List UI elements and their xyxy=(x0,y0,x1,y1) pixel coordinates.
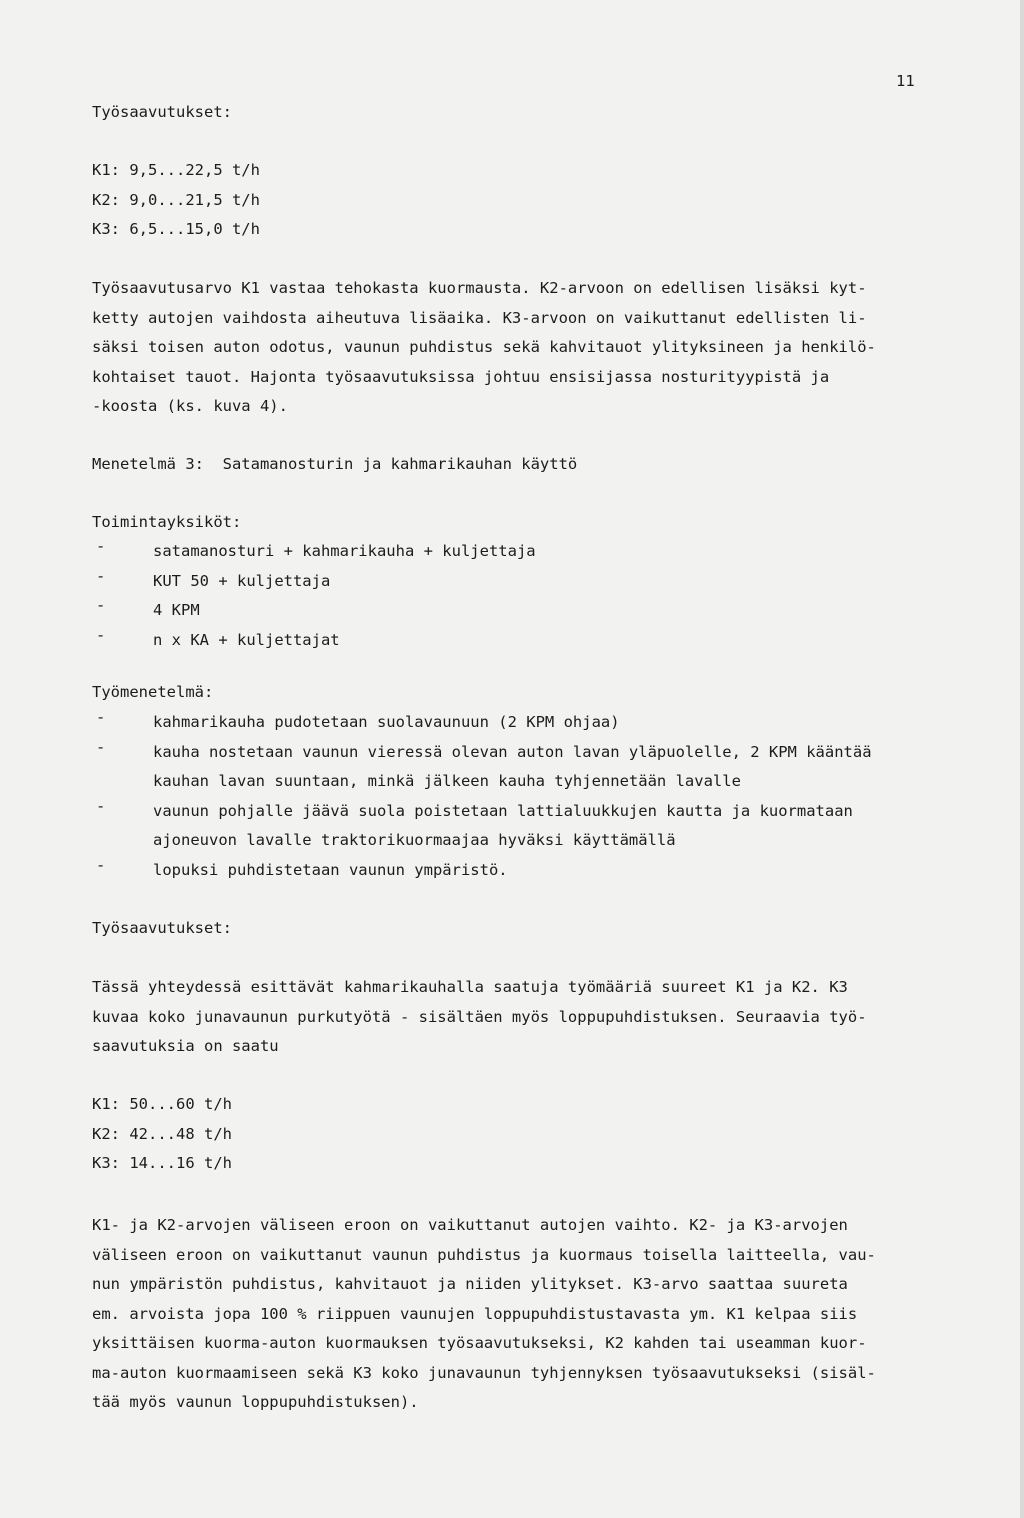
list-item xyxy=(92,797,922,856)
list-item xyxy=(92,626,922,656)
rate-k1: K1: 9,5...22,5 t/h xyxy=(92,161,260,179)
paragraph-line: Työsaavutusarvo K1 vastaa tehokasta kuormausta. K2-arvoon on edellisen lisäksi kyt- xyxy=(92,279,867,297)
method-title: Menetelmä 3: Satamanosturin ja kahmarikauhan käyttö xyxy=(92,455,578,473)
rate-k2: K2: 42...48 t/h xyxy=(92,1124,232,1143)
list-dash: - xyxy=(96,596,106,614)
work-method-heading: Työmenetelmä: xyxy=(92,683,214,701)
paragraph-conclusion xyxy=(92,1211,922,1418)
heading-tyosaavutukset-1 xyxy=(92,98,922,128)
list-item-text: kauha nostetaan vaunun vieressä olevan auton lavan yläpuolelle, 2 KPM kääntää xyxy=(153,742,872,761)
list-dash: - xyxy=(96,566,106,585)
work-method-heading-block xyxy=(92,678,922,708)
paragraph-line: ketty autojen vaihdosta aiheutuva lisäaika. K3-arvoon on vaikuttanut edellisten li- xyxy=(92,308,867,327)
list-dash: - xyxy=(96,625,106,644)
paragraph-line: kuvaa koko junavaunun purkutyötä - sisältäen myös loppupuhdistuksen. Seuraavia työ- xyxy=(92,1007,867,1026)
method-title-block xyxy=(92,450,922,480)
section-heading: Työsaavutukset: xyxy=(92,103,232,121)
rates-list-1 xyxy=(92,156,922,245)
paragraph-line: K1- ja K2-arvojen väliseen eroon on vaikuttanut autojen vaihto. K2- ja K3-arvojen xyxy=(92,1216,848,1234)
list-dash: - xyxy=(96,708,106,726)
list-item xyxy=(92,738,922,797)
list-item-text: kahmarikauha pudotetaan suolavaunuun (2 KPM ohjaa) xyxy=(153,713,620,731)
list-item-text: KUT 50 + kuljettaja xyxy=(153,571,331,590)
list-item xyxy=(92,596,922,626)
rate-k3: K3: 14...16 t/h xyxy=(92,1154,232,1172)
list-item-text: vaunun pohjalle jäävä suola poistetaan lattialuukkujen kautta ja kuormataan xyxy=(153,801,853,820)
section-heading: Työsaavutukset: xyxy=(92,919,232,937)
paragraph-line: -koosta (ks. kuva 4). xyxy=(92,397,288,415)
paragraph-line: kohtaiset tauot. Hajonta työsaavutuksissa johtuu ensisijassa nosturityypistä ja xyxy=(92,367,830,386)
work-method-list xyxy=(92,708,922,885)
paragraph-line: tää myös vaunun loppupuhdistuksen). xyxy=(92,1393,419,1411)
list-item-text: satamanosturi + kahmarikauha + kuljettaja xyxy=(153,542,536,560)
paragraph-line: Tässä yhteydessä esittävät kahmarikauhalla saatuja työmääriä suureet K1 ja K2. K3 xyxy=(92,978,848,996)
list-item xyxy=(92,708,922,738)
rate-k3: K3: 6,5...15,0 t/h xyxy=(92,220,260,238)
paragraph-line: nun ympäristön puhdistus, kahvitauot ja niiden ylitykset. K3-arvo saattaa suureta xyxy=(92,1275,848,1293)
list-item-text: 4 KPM xyxy=(153,601,200,619)
paragraph-line: yksittäisen kuorma-auton kuormauksen työsaavutukseksi, K2 kahden tai useamman kuor- xyxy=(92,1334,867,1352)
list-item-text: kauhan lavan suuntaan, minkä jälkeen kauha tyhjennetään lavalle xyxy=(153,772,741,790)
paragraph-line: säksi toisen auton odotus, vaunun puhdistus sekä kahvitauot ylityksineen ja henkilö- xyxy=(92,338,876,356)
paragraph-tyosaavutusarvo xyxy=(92,274,922,422)
list-dash: - xyxy=(96,796,106,815)
units-list xyxy=(92,537,922,655)
list-item xyxy=(92,537,922,567)
rate-k2: K2: 9,0...21,5 t/h xyxy=(92,190,260,209)
units-heading-block xyxy=(92,508,922,538)
rate-k1: K1: 50...60 t/h xyxy=(92,1095,232,1113)
paragraph-line: em. arvoista jopa 100 % riippuen vaunujen loppupuhdistustavasta ym. K1 kelpaa siis xyxy=(92,1304,858,1323)
paragraph-line: väliseen eroon on vaikuttanut vaunun puhdistus ja kuormaus toisella laitteella, vau- xyxy=(92,1245,876,1264)
list-item-text: lopuksi puhdistetaan vaunun ympäristö. xyxy=(153,860,508,879)
paragraph-line: saavutuksia on saatu xyxy=(92,1037,279,1055)
rates-list-2 xyxy=(92,1090,922,1179)
list-item xyxy=(92,567,922,597)
paragraph-line: ma-auton kuormaamiseen sekä K3 koko junavaunun tyhjennyksen työsaavutukseksi (sisäl- xyxy=(92,1363,876,1382)
list-item xyxy=(92,856,922,886)
paragraph-intro xyxy=(92,973,922,1062)
units-heading: Toimintayksiköt: xyxy=(92,513,242,531)
list-dash: - xyxy=(96,855,106,874)
scan-edge-shadow xyxy=(1020,0,1024,1518)
list-item-text: ajoneuvon lavalle traktorikuormaajaa hyväksi käyttämällä xyxy=(153,831,676,849)
list-dash: - xyxy=(96,537,106,555)
list-item-text: n x KA + kuljettajat xyxy=(153,630,340,649)
heading-tyosaavutukset-2 xyxy=(92,914,922,944)
list-dash: - xyxy=(96,737,106,756)
page-number: 11 xyxy=(896,72,915,90)
